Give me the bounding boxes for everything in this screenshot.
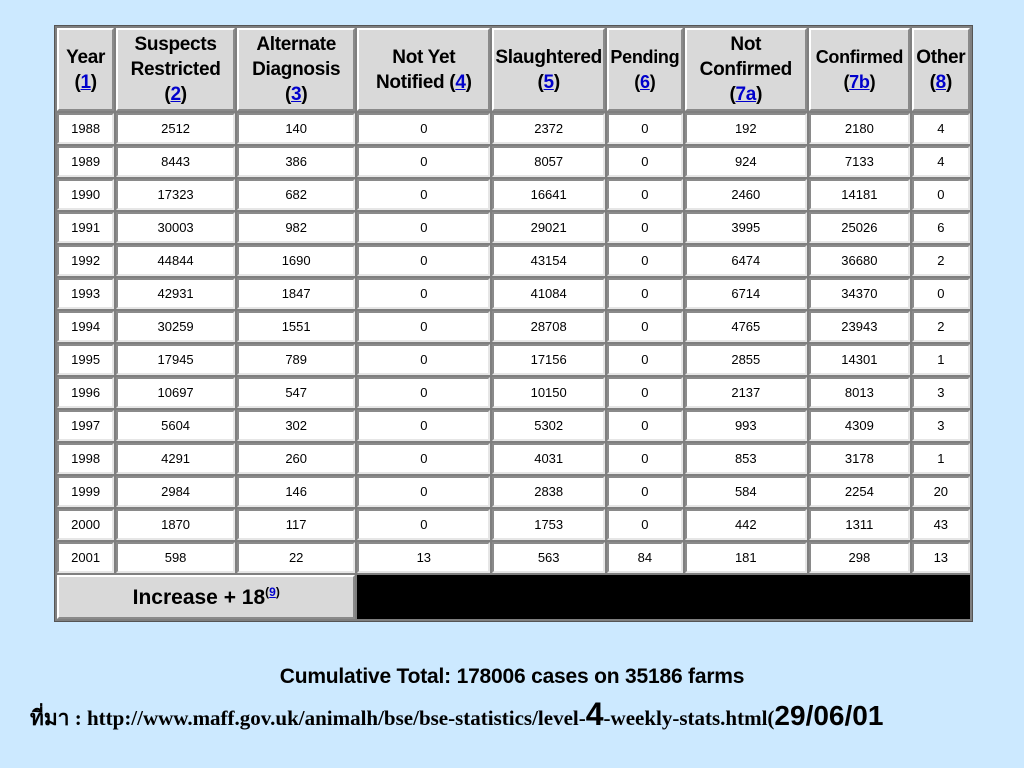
data-cell: 0: [607, 278, 682, 309]
year-cell: 1995: [57, 344, 114, 375]
year-cell: 1993: [57, 278, 114, 309]
source-level: 4: [585, 696, 604, 732]
year-cell: 1997: [57, 410, 114, 441]
data-cell: 0: [607, 179, 682, 210]
column-header-suffix: ): [553, 71, 560, 93]
source-prefix: ที่มา : http://www.maff.gov.uk/animalh/bse/bse-statistics/level-: [30, 706, 586, 730]
data-cell: 146: [237, 476, 356, 507]
data-cell: 8013: [809, 377, 910, 408]
increase-label: Increase + 18: [132, 585, 266, 609]
data-cell: 0: [607, 311, 682, 342]
data-cell: 0: [357, 146, 490, 177]
data-cell: 5302: [492, 410, 605, 441]
column-header: [492, 28, 605, 111]
footnote-link[interactable]: 3: [291, 84, 302, 105]
data-cell: 25026: [809, 212, 910, 243]
data-cell: 2: [912, 311, 970, 342]
data-cell: 28708: [492, 311, 605, 342]
column-header: [116, 28, 235, 111]
footnote-link[interactable]: 7b: [849, 71, 870, 92]
data-cell: 982: [237, 212, 356, 243]
data-cell: 0: [912, 179, 970, 210]
data-cell: 16641: [492, 179, 605, 210]
column-header: [357, 28, 490, 111]
data-cell: 302: [237, 410, 356, 441]
table-row: [57, 146, 970, 177]
footnote-link[interactable]: 1: [80, 71, 91, 93]
data-cell: 442: [685, 509, 808, 540]
data-cell: 2460: [685, 179, 808, 210]
table-row: [57, 245, 970, 276]
data-cell: 4309: [809, 410, 910, 441]
year-cell: 1988: [57, 113, 114, 144]
data-cell: 298: [809, 542, 910, 573]
data-cell: 22: [237, 542, 356, 573]
data-cell: 0: [607, 377, 682, 408]
data-cell: 598: [116, 542, 235, 573]
data-cell: 14301: [809, 344, 910, 375]
data-cell: 584: [685, 476, 808, 507]
data-cell: 1311: [809, 509, 910, 540]
data-cell: 924: [685, 146, 808, 177]
data-cell: 1847: [237, 278, 356, 309]
column-header-label: Confirmed (: [815, 46, 904, 92]
table-row: [57, 410, 970, 441]
bse-statistics-table: [54, 25, 973, 622]
data-cell: 1: [912, 443, 970, 474]
table-footer: [57, 575, 970, 619]
data-cell: 17945: [116, 344, 235, 375]
column-header-suffix: ): [301, 84, 308, 105]
table-row: [57, 509, 970, 540]
black-filler-cell: [357, 575, 970, 619]
data-cell: 1690: [237, 245, 356, 276]
data-cell: 117: [237, 509, 356, 540]
data-cell: 30003: [116, 212, 235, 243]
data-cell: 0: [357, 113, 490, 144]
data-cell: 4: [912, 113, 970, 144]
header-row: [57, 28, 970, 111]
data-cell: 2137: [685, 377, 808, 408]
data-cell: 3: [912, 410, 970, 441]
table-row: [57, 278, 970, 309]
data-cell: 20: [912, 476, 970, 507]
column-header-label: Alternate Diagnosis (: [252, 34, 341, 105]
data-cell: 2984: [116, 476, 235, 507]
source-suffix: -weekly-stats.html(: [603, 706, 775, 730]
column-header: [809, 28, 910, 111]
data-cell: 34370: [809, 278, 910, 309]
table-header: [57, 28, 970, 111]
footnote-link[interactable]: 8: [935, 71, 946, 93]
data-cell: 10697: [116, 377, 235, 408]
data-cell: 2180: [809, 113, 910, 144]
data-cell: 0: [357, 410, 490, 441]
data-cell: 0: [607, 476, 682, 507]
data-cell: 17323: [116, 179, 235, 210]
year-cell: 1991: [57, 212, 114, 243]
data-cell: 41084: [492, 278, 605, 309]
data-cell: 853: [685, 443, 808, 474]
source-date: 29/06/01: [774, 700, 884, 731]
data-cell: 563: [492, 542, 605, 573]
data-cell: 2838: [492, 476, 605, 507]
data-cell: 10150: [492, 377, 605, 408]
data-cell: 30259: [116, 311, 235, 342]
table-body: [57, 113, 970, 573]
data-cell: 0: [607, 113, 682, 144]
data-cell: 0: [607, 443, 682, 474]
year-cell: 1994: [57, 311, 114, 342]
column-header: [237, 28, 356, 111]
data-cell: 1: [912, 344, 970, 375]
data-cell: 1753: [492, 509, 605, 540]
footnote-link[interactable]: 7a: [735, 84, 757, 105]
data-cell: 14181: [809, 179, 910, 210]
column-header-suffix: ): [945, 71, 952, 93]
data-cell: 0: [607, 245, 682, 276]
data-cell: 29021: [492, 212, 605, 243]
data-cell: 43154: [492, 245, 605, 276]
column-header-label: Suspects Restricted (: [130, 34, 221, 105]
year-cell: 1996: [57, 377, 114, 408]
data-cell: 7133: [809, 146, 910, 177]
data-cell: 3178: [809, 443, 910, 474]
cumulative-total: Cumulative Total: 178006 cases on 35186 farms: [279, 665, 745, 688]
data-cell: 0: [357, 509, 490, 540]
year-cell: 2001: [57, 542, 114, 573]
data-cell: 5604: [116, 410, 235, 441]
column-header-suffix: ): [869, 71, 876, 92]
data-cell: 0: [607, 410, 682, 441]
data-cell: 192: [685, 113, 808, 144]
table-row: [57, 377, 970, 408]
data-cell: 0: [357, 311, 490, 342]
data-cell: 6474: [685, 245, 808, 276]
data-cell: 2372: [492, 113, 605, 144]
column-header-label: Not Yet Notified (: [375, 46, 456, 93]
table-row: [57, 443, 970, 474]
data-cell: 0: [357, 344, 490, 375]
data-cell: 17156: [492, 344, 605, 375]
data-cell: 8057: [492, 146, 605, 177]
data-cell: 682: [237, 179, 356, 210]
year-cell: 1990: [57, 179, 114, 210]
data-cell: 13: [357, 542, 490, 573]
data-cell: 0: [607, 212, 682, 243]
data-cell: 36680: [809, 245, 910, 276]
data-cell: 3995: [685, 212, 808, 243]
column-header-label: Not Confirmed (: [699, 34, 792, 105]
data-cell: 43: [912, 509, 970, 540]
data-cell: 181: [685, 542, 808, 573]
column-header: [607, 28, 682, 111]
year-cell: 1998: [57, 443, 114, 474]
data-cell: 2254: [809, 476, 910, 507]
column-header-suffix: ): [649, 71, 656, 92]
data-cell: 0: [607, 344, 682, 375]
data-cell: 4765: [685, 311, 808, 342]
data-cell: 4291: [116, 443, 235, 474]
data-cell: 3: [912, 377, 970, 408]
footnote-link[interactable]: 5: [543, 71, 554, 93]
data-cell: 6714: [685, 278, 808, 309]
data-cell: 386: [237, 146, 356, 177]
data-cell: 0: [912, 278, 970, 309]
source-citation: [30, 696, 883, 735]
footnote-link[interactable]: 6: [640, 71, 650, 92]
data-cell: 0: [607, 146, 682, 177]
column-header: [57, 28, 114, 111]
column-header: [912, 28, 970, 111]
increase-cell: [57, 575, 355, 619]
data-cell: 1551: [237, 311, 356, 342]
table-row: [57, 344, 970, 375]
data-cell: 260: [237, 443, 356, 474]
data-cell: 4: [912, 146, 970, 177]
column-header-suffix: ): [180, 84, 187, 105]
column-header-label: Slaughtered (: [495, 46, 602, 93]
column-header-suffix: ): [756, 84, 763, 105]
year-cell: 1999: [57, 476, 114, 507]
table-row: [57, 179, 970, 210]
data-cell: 0: [357, 377, 490, 408]
table-row: [57, 311, 970, 342]
data-cell: 84: [607, 542, 682, 573]
table-row: [57, 542, 970, 573]
data-cell: 2: [912, 245, 970, 276]
data-cell: 44844: [116, 245, 235, 276]
column-header: [685, 28, 808, 111]
data-cell: 0: [357, 212, 490, 243]
year-cell: 1989: [57, 146, 114, 177]
data-cell: 42931: [116, 278, 235, 309]
data-cell: 0: [357, 443, 490, 474]
data-cell: 789: [237, 344, 356, 375]
table-row: [57, 212, 970, 243]
data-cell: 1870: [116, 509, 235, 540]
data-cell: 0: [357, 278, 490, 309]
data-cell: 0: [357, 245, 490, 276]
table-row: [57, 113, 970, 144]
data-cell: 6: [912, 212, 970, 243]
increase-footnote: (9): [265, 584, 280, 599]
data-cell: 2855: [685, 344, 808, 375]
data-cell: 993: [685, 410, 808, 441]
data-cell: 0: [357, 179, 490, 210]
column-header-suffix: ): [465, 71, 472, 93]
data-cell: 23943: [809, 311, 910, 342]
column-header-suffix: ): [90, 71, 97, 93]
data-cell: 0: [607, 509, 682, 540]
data-cell: 8443: [116, 146, 235, 177]
data-cell: 2512: [116, 113, 235, 144]
data-cell: 4031: [492, 443, 605, 474]
data-cell: 547: [237, 377, 356, 408]
data-cell: 13: [912, 542, 970, 573]
footnote-link-9[interactable]: 9: [269, 584, 276, 599]
column-header-label: Other (: [916, 46, 966, 93]
footnote-link[interactable]: 4: [455, 71, 466, 93]
column-header-label: Pending (: [610, 46, 680, 92]
footnote-link[interactable]: 2: [170, 84, 181, 105]
footer-row: [57, 575, 970, 619]
year-cell: 1992: [57, 245, 114, 276]
table-row: [57, 476, 970, 507]
column-header-label: Year (: [66, 46, 106, 93]
data-cell: 0: [357, 476, 490, 507]
year-cell: 2000: [57, 509, 114, 540]
data-cell: 140: [237, 113, 356, 144]
